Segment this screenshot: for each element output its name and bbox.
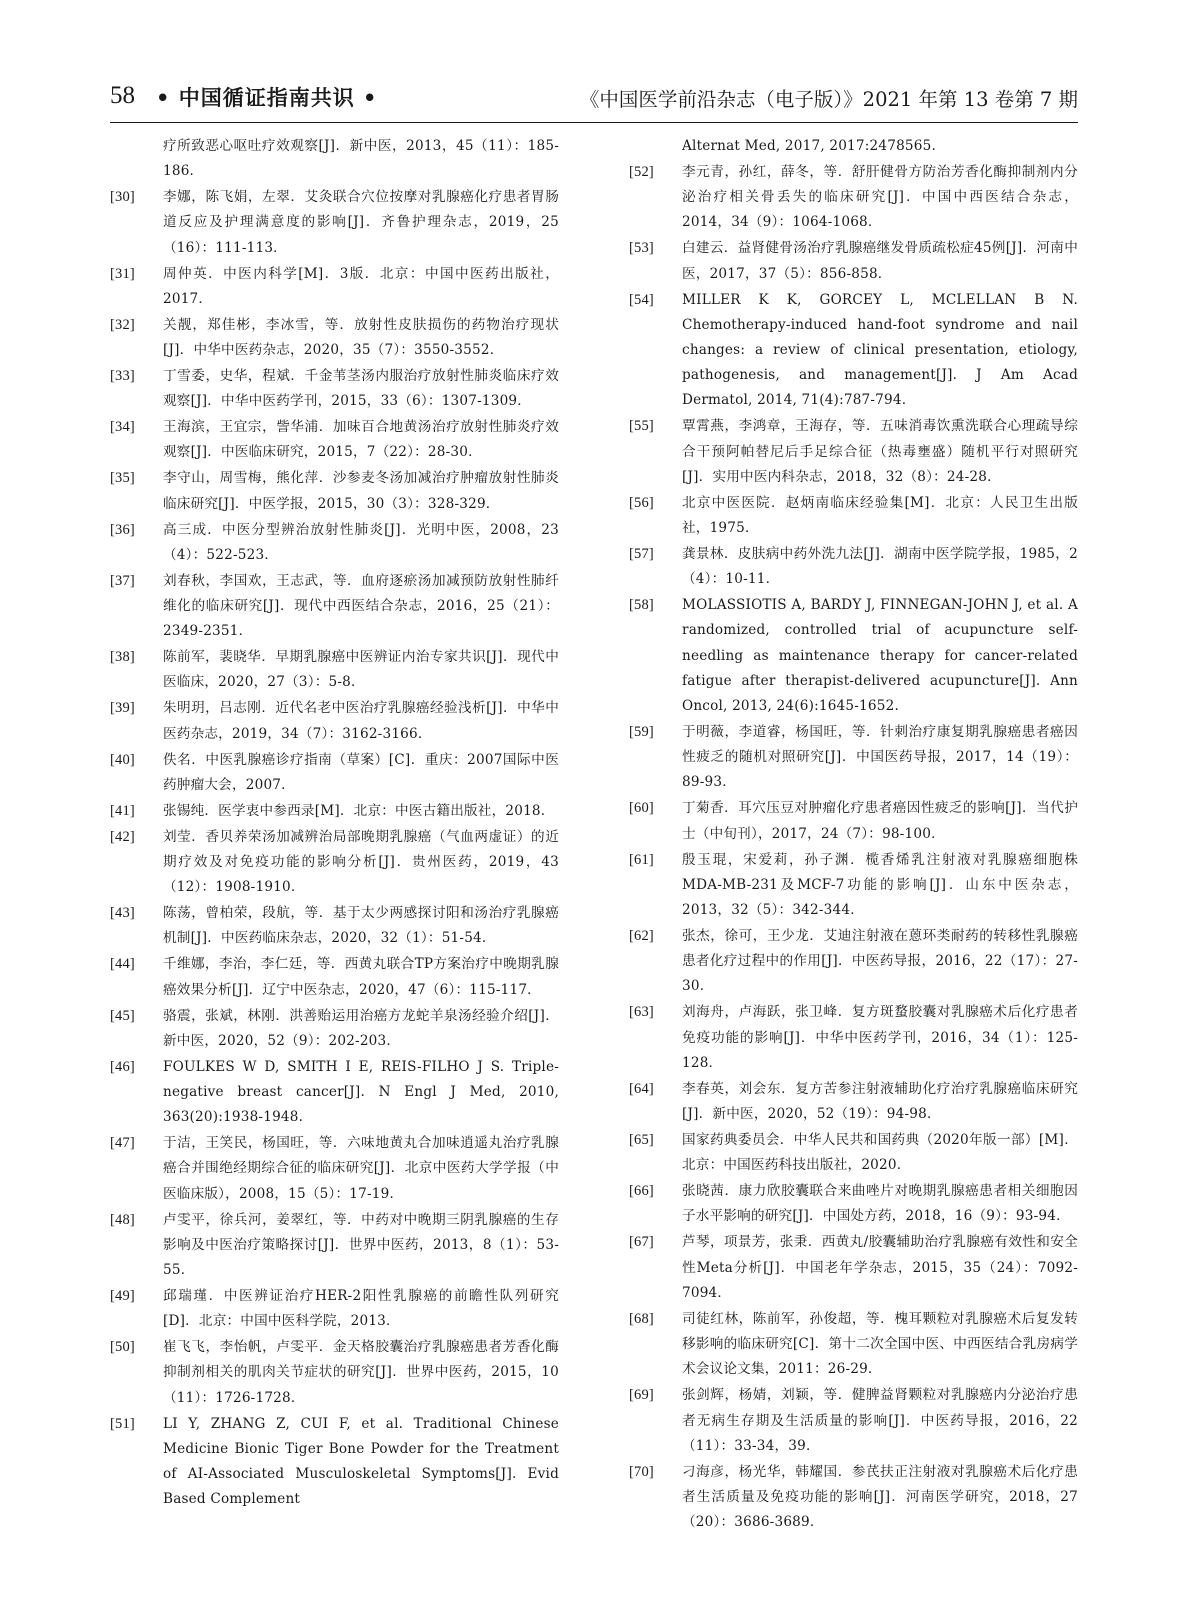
reference-entry [110,518,559,568]
reference-number: [32] [110,316,135,333]
reference-text: MILLER K K, GORCEY L, MCLELLAN B N. Chemotherapy-induced hand-foot syndrome and nail changes: a review of clinical presentation, etiology, pathogenesis, and management[J]. J Am Acad Dermatol, 2014, 71(4):787-794. [682,291,1078,409]
reference-entry [110,313,559,363]
reference-text: 于明薇，李道睿，杨国旺，等．针刺治疗康复期乳腺癌患者癌因性疲乏的随机对照研究[J]．中国医药导报，2017，14（19）：89-93． [682,724,1078,791]
reference-text: MOLASSIOTIS A, BARDY J, FINNEGAN-JOHN J, et al. A randomized, controlled trial of acupuncture self-needling as maintenance therapy for cancer-related fatigue after therapist-delivered acupuncture[J]. Ann Oncol, 2013, 24(6):1645-1652. [682,597,1078,715]
reference-entry [629,1000,1078,1076]
page-number: 58 [110,82,135,109]
reference-number: [41] [110,802,135,819]
reference-text: 张晓茜．康力欣胶囊联合来曲唑片对晚期乳腺癌患者相关细胞因子水平影响的研究[J]．中国处方药，2018，16（9）：93-94． [682,1183,1078,1225]
reference-entry [629,1383,1078,1459]
reference-entry [110,1208,559,1284]
reference-entry [110,645,559,695]
reference-entry [110,1335,559,1411]
reference-number: [34] [110,419,135,436]
reference-number: [31] [110,265,135,282]
reference-text: 陈荡，曾柏荣，段航，等．基于太少两感探讨阳和汤治疗乳腺癌机制[J]．中医药临床杂志，2020，32（1）：51-54． [163,905,559,947]
reference-entry [629,236,1078,286]
reference-entry [629,848,1078,924]
reference-number: [42] [110,828,135,845]
reference-entry [110,748,559,798]
reference-text: 北京中医医院．赵炳南临床经验集[M]．北京：人民卫生出版社，1975． [682,494,1078,537]
reference-entry [110,1131,559,1207]
reference-text: LI Y, ZHANG Z, CUI F, et al. Traditional Chinese Medicine Bionic Tiger Bone Powder for the Treatment of AI-Associated Musculoskeletal Symptoms[J]. Evid Based Complement [163,1415,559,1508]
reference-entry [110,569,559,645]
reference-text: 佚名．中医乳腺癌诊疗指南（草案）[C]．重庆：2007国际中医药肿瘤大会，2007． [163,751,559,793]
reference-number: [38] [110,649,135,666]
reference-text: 李娜，陈飞娟，左翠．艾灸联合穴位按摩对乳腺癌化疗患者胃肠道反应及护理满意度的影响[J]．齐鲁护理杂志，2019，25（16）：111-113． [163,189,559,256]
reference-entry [110,1412,559,1513]
section-title: • 中国循证指南共识 • [156,86,378,110]
references-left-column [110,134,559,1513]
reference-entry [110,696,559,746]
reference-entry [110,901,559,951]
reference-text: 李守山，周雪梅，熊化萍．沙参麦冬汤加减治疗肿瘤放射性肺炎临床研究[J]．中医学报，2015，30（3）：328-329． [163,470,559,512]
reference-number: [46] [110,1058,135,1075]
reference-entry [629,1128,1078,1178]
reference-entry [629,593,1078,719]
reference-number: [69] [629,1387,654,1404]
reference-number: [49] [110,1288,135,1305]
reference-text: 周仲英．中医内科学[M]．3版．北京：中国中医药出版社，2017． [163,265,559,307]
reference-number: [55] [629,418,654,435]
reference-text: 骆震，张斌，林刚．洪善贻运用治癌方龙蛇羊泉汤经验介绍[J]．新中医，2020，52（9）：202-203． [163,1007,559,1049]
reference-entry [629,796,1078,846]
reference-number: [64] [629,1080,654,1097]
reference-number: [59] [629,724,654,741]
reference-entry [110,415,559,465]
reference-text: 李元青，孙红，薛冬，等．舒肝健骨方防治芳香化酶抑制剂内分泌治疗相关骨丢失的临床研究[J]．中国中西医结合杂志，2014，34（9）：1064-1068． [682,164,1078,231]
reference-text: 千维娜，李治，李仁廷，等．西黄丸联合TP方案治疗中晚期乳腺癌效果分析[J]．辽宁中医杂志，2020，47（6）：115-117． [163,956,559,998]
reference-text: 关靓，郑佳彬，李冰雪，等．放射性皮肤损伤的药物治疗现状[J]．中华中医药杂志，2020，35（7）：3550-3552． [163,316,559,359]
reference-number: [70] [629,1463,654,1480]
reference-number: [44] [110,956,135,973]
reference-entry [110,262,559,312]
reference-number: [66] [629,1183,654,1200]
reference-text: 殷玉琨，宋爱莉，孙子渊．榄香烯乳注射液对乳腺癌细胞株MDA-MB-231及MCF-7功能的影响[J]．山东中医杂志，2013，32（5）：342-344． [682,851,1078,919]
reference-text: 崔飞飞，李怡帆，卢雯平．金天格胶囊治疗乳腺癌患者芳香化酶抑制剂相关的肌肉关节症状的研究[J]．世界中医药，2015，10（11）：1726-1728． [163,1339,559,1406]
reference-number: [30] [110,189,135,206]
reference-text: 张锡纯．医学衷中参西录[M]．北京：中医古籍出版社，2018． [163,802,555,819]
reference-number: [63] [629,1004,654,1021]
reference-text: 芦琴，项景芳，张秉．西黄丸/胶囊辅助治疗乳腺癌有效性和安全性Meta分析[J]．中国老年学杂志，2015，35（24）：7092-7094． [682,1234,1078,1301]
reference-number: [43] [110,905,135,922]
reference-entry [629,1077,1078,1127]
reference-entry [629,542,1078,592]
reference-text: 丁菊香．耳穴压豆对肿瘤化疗患者癌因性疲乏的影响[J]．当代护士（中旬刊），2017，24（7）：98-100． [682,800,1078,842]
reference-text: 丁雪委，史华，程斌．千金苇茎汤内服治疗放射性肺炎临床疗效观察[J]．中华中医药学刊，2015，33（6）：1307-1309． [163,368,559,410]
reference-text: 刘春秋，李国欢，王志武，等．血府逐瘀汤加减预防放射性肺纤维化的临床研究[J]．现代中西医结合杂志，2016，25（21）：2349-2351． [163,572,559,640]
reference-number: [57] [629,546,654,563]
reference-number: [47] [110,1135,135,1152]
reference-text: 邱瑞瑾．中医辨证治疗HER-2阳性乳腺癌的前瞻性队列研究[D]．北京：中国中医科学院，2013． [163,1288,559,1330]
reference-text: 疗所致恶心呕吐疗效观察[J]．新中医，2013，45（11）：185-186． [163,138,559,180]
reference-entry [629,1307,1078,1383]
reference-text: 卢雯平，徐兵河，姜翠红，等．中药对中晚期三阴乳腺癌的生存影响及中医治疗策略探讨[J]．世界中医药，2013，8（1）：53-55． [163,1211,559,1279]
reference-text: 司徒红林，陈前军，孙俊超，等．槐耳颗粒对乳腺癌术后复发转移影响的临床研究[C]．第十二次全国中医、中西医结合乳房病学术会议论文集，2011：26-29． [682,1310,1078,1378]
reference-text: 国家药典委员会．中华人民共和国药典（2020年版一部）[M]．北京：中国医药科技出版社，2020． [682,1132,1078,1174]
reference-number: [53] [629,240,654,257]
reference-number: [37] [110,572,135,589]
reference-text: 刘莹．香贝养荣汤加减辨治局部晚期乳腺癌（气血两虚证）的近期疗效及对免疫功能的影响分析[J]．贵州医药，2019，43（12）：1908-1910． [163,828,559,896]
reference-entry [110,1055,559,1131]
reference-number: [61] [629,851,654,868]
reference-text: 覃霄燕，李鸿章，王海存，等．五味消毒饮熏洗联合心理疏导综合干预阿帕替尼后手足综合征（热毒壅盛）随机平行对照研究[J]．实用中医内科杂志，2018，32（8）：24-28． [682,418,1078,485]
reference-number: [50] [110,1339,135,1356]
reference-number: [62] [629,928,654,945]
reference-number: [56] [629,494,654,511]
reference-entry [629,1179,1078,1229]
reference-text: 王海滨，王宜宗，訾华浦．加味百合地黄汤治疗放射性肺炎疗效观察[J]．中医临床研究，2015，7（22）：28-30． [163,419,559,461]
references-right-column [629,134,1078,1536]
reference-text: FOULKES W D, SMITH I E, REIS-FILHO J S. Triple-negative breast cancer[J]. N Engl J Med, 2010, 363(20):1938-1948. [163,1058,559,1126]
reference-text: 高三成．中医分型辨治放射性肺炎[J]．光明中医，2008，23（4）：522-523． [163,521,559,563]
reference-number: [33] [110,368,135,385]
reference-entry [629,134,1078,159]
header-rule [110,122,1078,123]
reference-number: [67] [629,1234,654,1251]
reference-number: [68] [629,1310,654,1327]
reference-number: [40] [110,751,135,768]
reference-entry [110,952,559,1002]
reference-entry [629,288,1078,414]
reference-entry [110,466,559,516]
reference-number: [39] [110,700,135,717]
reference-number: [51] [110,1415,135,1432]
reference-text: 刘海舟，卢海跃，张卫峰．复方斑蝥胶囊对乳腺癌术后化疗患者免疫功能的影响[J]．中华中医药学刊，2016，34（1）：125-128． [682,1004,1078,1071]
reference-entry [110,1284,559,1334]
reference-entry [629,491,1078,541]
reference-text: 朱明玥，吕志刚．近代名老中医治疗乳腺癌经验浅析[J]．中华中医药杂志，2019，34（7）：3162-3166． [163,700,559,742]
reference-entry [110,825,559,901]
reference-entry [629,1460,1078,1536]
reference-text: 张剑辉，杨婧，刘颖，等．健脾益肾颗粒对乳腺癌内分泌治疗患者无病生存期及生活质量的影响[J]．中医药导报，2016，22（11）：33-34，39． [682,1387,1078,1454]
reference-entry [629,720,1078,796]
reference-entry [629,160,1078,236]
reference-number: [36] [110,521,135,538]
reference-text: 白建云．益肾健骨汤治疗乳腺癌继发骨质疏松症45例[J]．河南中医，2017，37（5）：856-858． [682,240,1078,282]
reference-text: 刁海彦，杨光华，韩耀国．参芪扶正注射液对乳腺癌术后化疗患者生活质量及免疫功能的影响[J]．河南医学研究，2018，27（20）：3686-3689． [682,1463,1078,1531]
reference-entry [110,1004,559,1054]
reference-text: 于洁，王笑民，杨国旺，等．六味地黄丸合加味逍遥丸治疗乳腺癌合并围绝经期综合征的临床研究[J]．北京中医药大学学报（中医临床版），2008，15（5）：17-19． [163,1135,559,1202]
reference-number: [58] [629,597,654,614]
reference-number: [35] [110,470,135,487]
reference-entry [629,1230,1078,1306]
reference-number: [54] [629,291,654,308]
reference-text: 张杰，徐可，王少龙．艾迪注射液在蒽环类耐药的转移性乳腺癌患者化疗过程中的作用[J]．中医药导报，2016，22（17）：27-30． [682,928,1078,995]
reference-entry [110,134,559,184]
reference-entry [629,414,1078,490]
reference-text: Alternat Med, 2017, 2017:2478565. [682,138,936,154]
reference-number: [65] [629,1132,654,1149]
reference-text: 陈前军，裴晓华．早期乳腺癌中医辨证内治专家共识[J]．现代中医临床，2020，27（3）：5-8． [163,649,559,691]
reference-number: [48] [110,1211,135,1228]
reference-entry [110,364,559,414]
reference-entry [110,799,559,824]
reference-number: [60] [629,800,654,817]
page-header [110,78,1078,122]
reference-number: [52] [629,164,654,180]
reference-text: 龚景林．皮肤病中药外洗九法[J]．湖南中医学院学报，1985，2（4）：10-11． [682,546,1078,588]
journal-title: 《中国医学前沿杂志（电子版）》2021 年第 13 卷第 7 期 [579,88,1078,111]
reference-entry [110,185,559,261]
reference-number: [45] [110,1007,135,1024]
reference-text: 李春英，刘会东．复方苦参注射液辅助化疗治疗乳腺癌临床研究[J]．新中医，2020，52（19）：94-98． [682,1080,1078,1123]
reference-entry [629,924,1078,1000]
